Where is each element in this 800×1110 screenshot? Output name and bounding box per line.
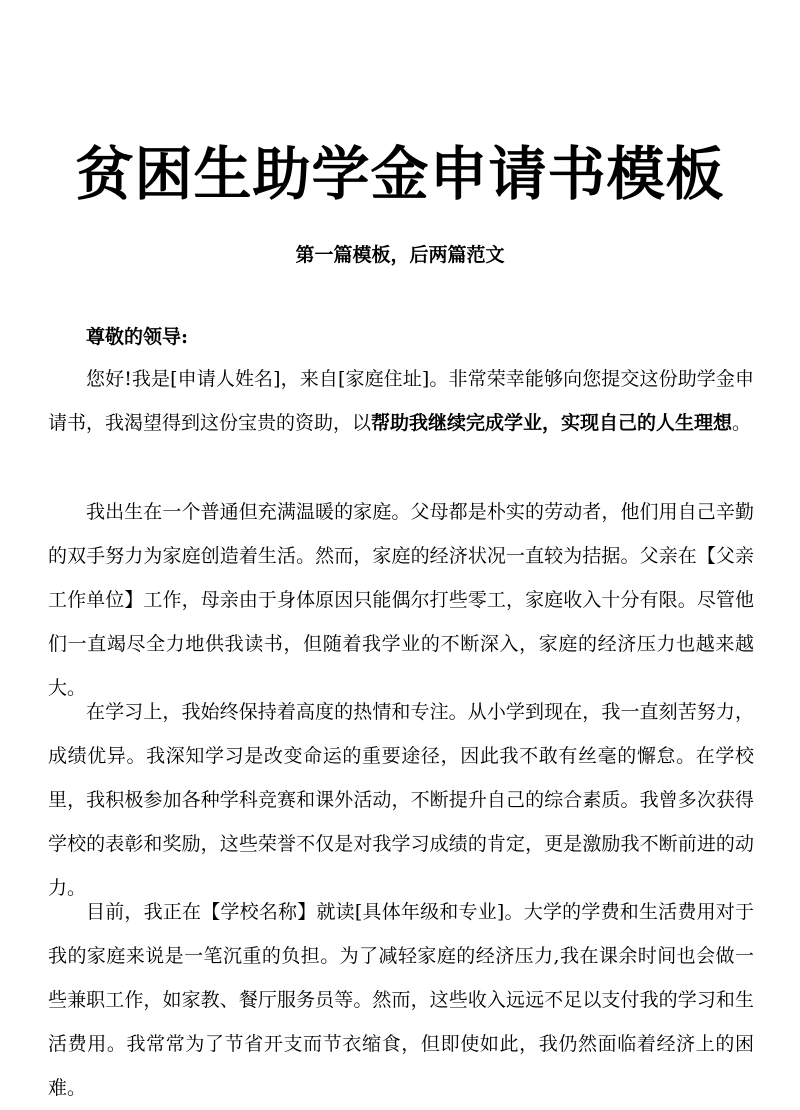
salutation: 尊敬的领导: [86,326,189,348]
paragraph-family: 我出生在一个普通但充满温暖的家庭。父母都是朴实的劳动者，他们用自己辛勤的双手努力为家庭创造着生活。然而，家庭的经济状况一直较为拮据。父亲在【父亲工作单位】工作，母亲由于身体原因只能偶尔打些零工，家庭收入十分有限。尽管他们一直竭尽全力地供我读书，但随着我学业的不断深入，家庭的经济压力也越来越大。 [48,501,754,699]
paragraph-greeting-emphasis: 帮助我继续完成学业，实现自己的人生理想 [371,412,733,434]
paragraph-greeting-tail: 。 [732,412,752,434]
document-title: 贫困生助学金申请书模板 [75,140,725,208]
paragraph-current: 目前，我正在【学校名称】就读[具体年级和专业]。大学的学费和生活费用对于我的家庭来说是一笔沉重的负担。为了减轻家庭的经济压力,我在课余时间也会做一些兼职工作，如家教、餐厅服务员等。然而，这些收入远远不足以支付我的学习和生活费用。我常常为了节省开支而节衣缩食，但即使如此，我仍然面临着经济上的困难。 [48,901,754,1099]
document-subtitle: 第一篇模板，后两篇范文 [295,244,505,266]
paragraph-study: 在学习上，我始终保持着高度的热情和专注。从小学到现在，我一直刻苦努力，成绩优异。我深知学习是改变命运的重要途径，因此我不敢有丝毫的懈怠。在学校里，我积极参加各种学科竞赛和课外活动，不断提升自己的综合素质。我曾多次获得学校的表彰和奖励，这些荣誉不仅是对我学习成绩的肯定，更是激励我不断前进的动力。 [48,701,754,899]
paragraph-greeting [48,357,754,445]
paragraph-greeting-lead: 您好!我是[申请人姓名]，来自[家庭住址]。非常荣幸能够向您提交这份助学金申请书，我渴望得到这份宝贵的资助，以 [48,368,754,434]
